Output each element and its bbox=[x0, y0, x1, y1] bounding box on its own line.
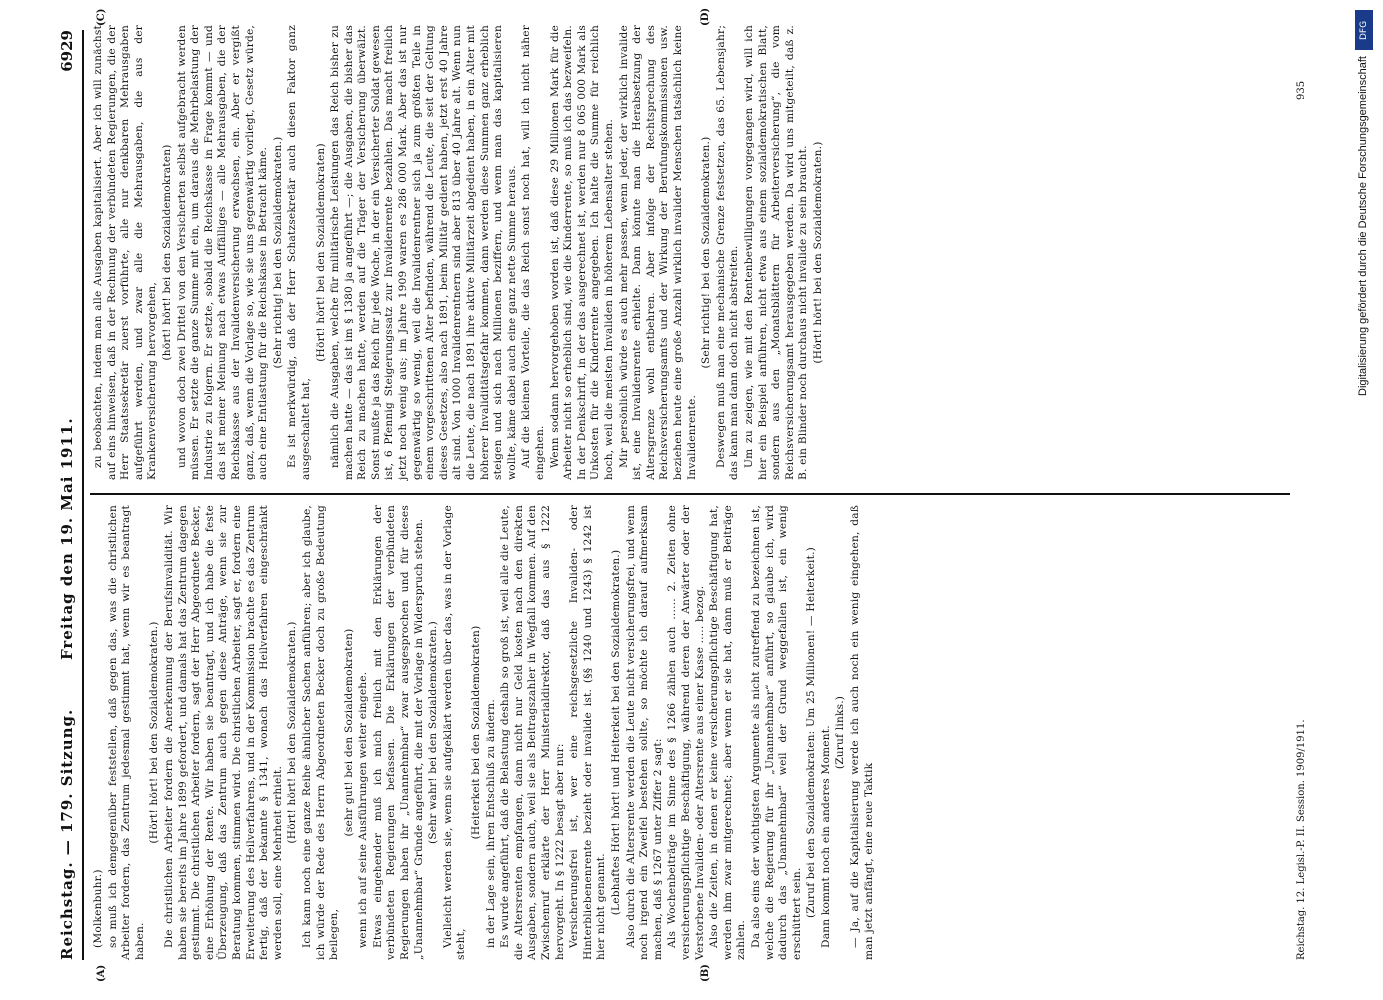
paragraph: und wovon doch zwei Drittel von den Versicherten selbst aufgebracht werden müssen. Er setzte die ganze Summe mit ein, um daraus die Mehrbelastung der Industrie zu folgern. Er setzte, sobald die Reichskasse in Frage kommt — und das ist meiner Meinung nach etwas Auffälliges — alle Mehrausgaben, die der Reichskasse aus der Invalidenversicherung erwachsen, ein. Aber er vergißt ganz, daß, wenn die Vorlage so, wie sie uns gegenwärtig vorliegt, Gesetz würde, auch eine Entlastung für die Reichskasse in Betracht käme. bbox=[175, 25, 270, 480]
paragraph: Wenn sodann hervorgehoben worden ist, daß diese 29 Millionen Mark für die Arbeiter nicht so erheblich sind, wie die Kinderrente, so muß ich das bezweifeln. In der Denkschrift, in der das ausgerechnet ist, werden nur 8 065 000 Mark als Unkosten für die Kinderrente angegeben. Ich halte die Summe für reichlich hoch, weil die meisten Invaliden in höherem Lebensalter stehen. bbox=[548, 25, 615, 480]
page-header bbox=[58, 30, 80, 960]
interjection: (Hört! hört! bei den Sozialdemokraten) bbox=[314, 143, 327, 362]
paragraph: Vielleicht werden sie, wenn sie aufgeklärt werden über das, was in der Vorlage steht, bbox=[441, 505, 468, 960]
paragraph: Es wurde angeführt, daß die Belastung deshalb so groß ist, weil alle die Leute, die Altersrenten empfangen, dann nicht nur Geld kosten nach den direkten Ausgaben, sondern auch, weil sie als Beitragszahler in Wegfall kommen. Auf den Zwischenruf erklärte der Herr Ministerialdirektor, daß das aus § 1222 hervorgeht. In § 1222 besagt aber nur: bbox=[499, 505, 566, 960]
header-left: Reichstag. — 179. Sitzung. bbox=[58, 708, 76, 960]
interjection: (Hört! hört! bei den Sozialdemokraten.) bbox=[811, 141, 824, 364]
side-note bbox=[1355, 10, 1377, 1000]
paragraph: Als Wochenbeiträge im Sinne des § 1266 zählen auch ...... 2. Zeiten ohne versicherungspflichtige Beschäftigung, während deren der Anwärter oder der Verstorbene Invaliden- oder Altersrente aus einer Kasse ..... bezog. bbox=[666, 505, 706, 960]
interjection: (Hört! hört! bei den Sozialdemokraten.) bbox=[286, 621, 299, 844]
paragraph: Um zu zeigen, wie mit den Rentenbewilligungen vorgegangen wird, will ich hier ein Beispiel anführen, nicht etwa aus einem sozialdemokratischen Blatt, sondern aus den „Monatsblättern für Arbeiterversicherung“, die vom Reichsversicherungsamt herausgegeben werden. Da wird uns mitgeteilt, daß z. B. ein Blinder noch durchaus nicht invalide zu sein braucht. bbox=[742, 25, 810, 480]
interjection: (Sehr wahr! bei den Sozialdemokraten.) bbox=[427, 621, 440, 844]
interjection: (Lebhaftes Hört! hört! und Heiterkeit bei den Sozialdemokraten.) bbox=[609, 549, 622, 916]
paragraph: Es ist merkwürdig, daß der Herr Schatzsekretär auch diesen Faktor ganz ausgeschaltet hat, bbox=[286, 25, 312, 480]
interjection: (Sehr richtig! bei den Sozialdemokraten.) bbox=[271, 136, 284, 369]
paragraph: so muß ich demgegenüber feststellen, daß gegen das, was die christlichen Arbeiter fordern, das Zentrum jedesmal gestimmt hat, wenn wir es beantragt haben. bbox=[106, 505, 146, 960]
interjection: (hört! hört! bei den Sozialdemokraten) bbox=[160, 144, 173, 361]
paragraph: Also die Zeiten, in denen er keine versicherungspflichtige Beschäftigung hat, werden ihm zwar mitgerechnet; aber wenn er sie hat, dann muß er Beiträge zahlen. bbox=[708, 505, 748, 960]
margin-mark-d: (D) bbox=[700, 7, 711, 26]
column-divider bbox=[90, 493, 1290, 495]
paragraph: Deswegen muß man eine mechanische Grenze festsetzen, das 65. Lebensjahr; das kann man dann doch nicht abstreiten. bbox=[714, 25, 741, 480]
paragraph: Die christlichen Arbeiter fordern die Anerkennung der Berufsinvalidität. Wir haben sie bereits im Jahre 1899 gefordert, und damals hat das Zentrum dagegen gestimmt. Die christlichen Arbeiter fordern, sagt der Herr Abgeordnete Becker, eine Erhöhung der Rente. Wir haben sie beantragt, und ich habe die feste Überzeugung, daß das Zentrum auch gegen diese Anträge, wenn sie zur Beratung kommen, stimmen wird. Die christlichen Arbeiter, sagt er, fordern eine Erweiterung des Heilverfahrens, und in der Kommission brachte es das Zentrum fertig, daß der bekannte § 1341, wonach das Heilverfahren eingeschränkt werden soll, eine Mehrheit erhielt. bbox=[162, 505, 284, 960]
interjection: (Zuruf links.) bbox=[834, 695, 847, 770]
interjection: (sehr gut! bei den Sozialdemokraten) bbox=[342, 628, 355, 837]
interjection: (Heiterkeit bei den Sozialdemokraten) bbox=[470, 625, 483, 840]
text-column-right bbox=[92, 25, 826, 480]
header-date: Freitag den 19. Mai 1911. bbox=[58, 417, 76, 660]
dfg-logo: DFG bbox=[1355, 10, 1373, 50]
margin-mark-c: (C) bbox=[96, 8, 107, 26]
text-column-left bbox=[92, 505, 877, 960]
paragraph: zu beobachten, indem man alle Ausgaben kapitalisiert. Aber ich will zunächst auf eins hinweisen, daß in der Rechnung der verbündeten Regierungen, die der Herr Staatssekretär zuerst vorführte, alle nur denkbaren Mehrausgaben aufgeführt werden, und zwar alle die Mehrausgaben, die aus der Krankenversicherung hervorgehen, bbox=[92, 25, 159, 480]
page-number: 6929 bbox=[58, 30, 76, 72]
digitization-credit: Digitalisierung gefördert durch die Deutsche Forschungsgemeinschaft bbox=[1357, 56, 1369, 396]
paragraph: Also durch die Altersrente werden die Leute nicht versicherungsfrei, und wenn noch irgend ein Zweifel bestehen sollte, so möchte ich darauf aufmerksam machen, daß § 1267 unter Ziffer 2 sagt: bbox=[624, 505, 664, 960]
margin-mark-b: (B) bbox=[700, 964, 711, 982]
paragraph: Da also eins der wichtigsten Argumente als nicht zutreffend zu bezeichnen ist, welche die Regierung für ihr „Unannehmbar“ anführt, so glaube ich, wird dadurch das „Unannehmbar“ weil der Grund weggefallen ist, ein wenig erschüttert sein. bbox=[749, 505, 803, 960]
paragraph: nämlich die Ausgaben, welche für militärische Leistungen das Reich bisher zu machen hatte — das ist im § 1380 ja angeführt —; die Ausgaben, die bisher das Reich zu machen hatte, werden auf die Träger der Versicherung überwälzt. Sonst mußte ja das Reich für jede Woche, in der ein Versicherter Soldat gewesen ist, 6 Pfennig Steigerungssatz zur Invalidenrente bezahlen. Das macht freilich jetzt noch wenig aus; im Jahre 1909 waren es 286 000 Mark. Aber das ist nur gegenwärtig so wenig, weil die Invalidenrentner sich ja zum größten Teile in einem vorgeschrittenen Alter befinden, während die Leute, die seit der Geltung dieses Gesetzes, also nach 1891, beim Militär gedient haben, jetzt erst 40 Jahre alt sind. Von 1000 Invalidenrentnern sind aber 813 über 40 Jahre alt. Wenn nun die Leute, die nach 1891 ihre aktive Militärzeit abgedient haben, in ein Alter mit höherer Invaliditätsgefahr kommen, dann werden diese Summen ganz erheblich steigen und sich nach Millionen beziffern, und wenn man das kapitalisieren wollte, käme dabei auch eine ganz nette Summe heraus. bbox=[329, 25, 518, 480]
paragraph: Dann kommt noch ein anderes Moment. bbox=[819, 725, 832, 948]
paragraph: (Molkenbuhr.) bbox=[92, 869, 104, 948]
paragraph: — Ja, auf die Kapitalisierung werde ich auch noch ein wenig eingehen, daß man jetzt anfängt, eine neue Taktik bbox=[849, 505, 875, 960]
interjection: (Sehr richtig! bei den Sozialdemokraten.) bbox=[700, 136, 713, 369]
paragraph: in der Lage sein, ihren Entschluß zu ändern. bbox=[484, 699, 497, 948]
paragraph: Versicherungsfrei ist, wer eine reichsgesetzliche Invaliden- oder Hinterbliebenenrente bezieht oder invalide ist. (§§ 1240 und 1243) § 1242 ist hier nicht genannt. bbox=[568, 505, 608, 960]
footer-page-signature: 935 bbox=[1296, 80, 1307, 100]
footer-left: Reichstag. 12. Legisl.-P. II. Session. 1909/1911. bbox=[1296, 719, 1307, 960]
paragraph: wenn ich auf seine Ausführungen weiter eingehe. bbox=[357, 671, 370, 948]
paragraph: Ich kann noch eine ganze Reihe ähnlicher Sachen anführen; aber ich glaube, ich würde der Rede des Herrn Abgeordneten Becker doch zu große Bedeutung beilegen, bbox=[300, 505, 341, 960]
paragraph: Etwas eingehender muß ich mich freilich mit den Erklärungen der verbündeten Regierungen befassen. Die Erklärungen der verbündeten Regierungen haben ihr „Unannehmbar“ zwar ausgesprochen und für dieses „Unannehmbar“ Gründe angeführt, die mit der Vorlage in Widerspruch stehen. bbox=[371, 505, 425, 960]
header-rule bbox=[82, 30, 84, 960]
interjection: (Hört! hört! bei den Sozialdemokraten.) bbox=[148, 621, 161, 844]
margin-mark-a: (A) bbox=[96, 964, 107, 982]
paragraph: Mir persönlich würde es auch mehr passen, wenn jeder, der wirklich invalide ist, eine Invalidenrente erhielte. Dann könnte man die Herabsetzung der Altersgrenze wohl entbehren. Aber infolge der Rechtsprechung des Reichsversicherungsamts und der Wirkung der Berufungskommissionen usw. beziehen heute eine große Anzahl wirklich invalider Menschen tatsächlich keine Invalidenrente. bbox=[617, 25, 698, 480]
interjection: (Zuruf bei den Sozialdemokraten: Um 25 Millionen! — Heiterkeit.) bbox=[805, 547, 818, 918]
paragraph: Auf die kleinen Vorteile, die das Reich sonst noch hat, will ich nicht näher eingehen. bbox=[520, 25, 546, 480]
